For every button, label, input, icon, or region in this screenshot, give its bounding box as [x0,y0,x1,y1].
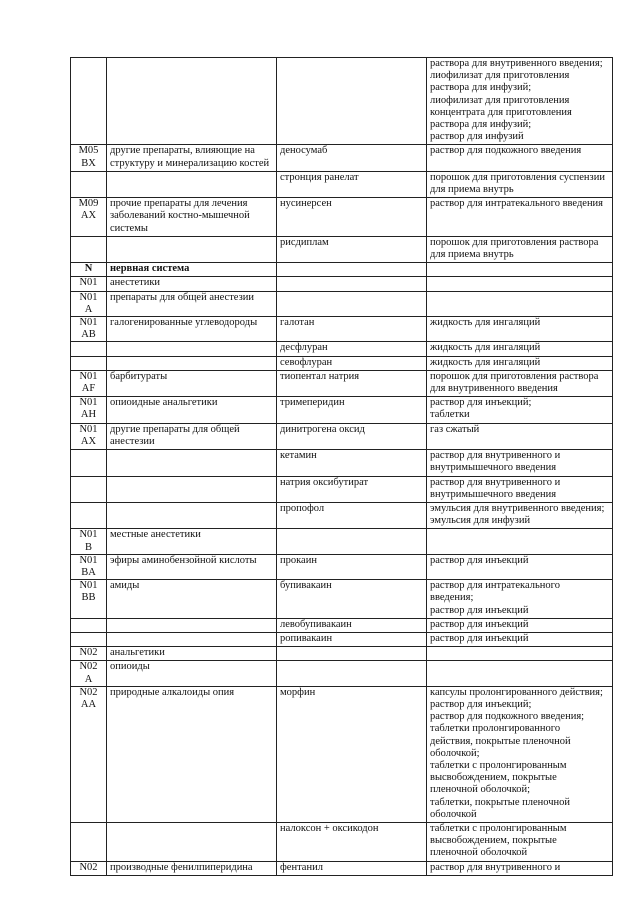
group-name: эфиры аминобензойной кислоты [110,554,257,566]
drug-name-cell [277,502,427,528]
atc-code-cell [71,423,107,449]
drug-name-cell [277,145,427,171]
atc-code-cell [71,198,107,237]
atc-code-cell [71,618,107,632]
group-name: анальгетики [110,647,165,659]
atc-code-cell [71,822,107,861]
table-row [71,58,613,145]
group-name: барбитураты [110,370,168,382]
table-row [71,236,613,262]
dosage-form-line: раствор для инфузий [430,131,524,143]
table-row [71,554,613,579]
drug-name-cell [277,58,427,145]
atc-code-cell [71,342,107,356]
group-name-cell [107,632,277,646]
group-name-cell [107,580,277,619]
dosage-form-line: порошок для приготовления раствора [430,236,599,248]
group-name-cell [107,317,277,342]
dosage-form-line: раствор для интратекального введения [430,198,604,210]
drug-name-cell [277,632,427,646]
drug-name-cell [277,342,427,356]
group-name-cell [107,58,277,145]
dosage-form-line: эмульсия для инфузий [430,515,531,527]
dosage-forms-cell [427,450,613,476]
dosage-form-line: таблетки с пролонгированным [430,759,567,771]
dosage-form-line: раствор для внутривенного и [430,450,561,462]
table-row [71,342,613,356]
group-name: природные алкалоиды опия [110,686,235,698]
drug-name-cell [277,370,427,396]
group-name-cell [107,423,277,449]
table-row [71,647,613,661]
group-name: прочие препараты для лечения заболеваний костно-мышечной системы [110,198,250,234]
dosage-form-line: внутримышечного введения [430,462,557,474]
dosage-forms-cell [427,686,613,822]
table-row [71,476,613,502]
drug-name-cell [277,686,427,822]
dosage-form-line: введения; [430,592,474,604]
group-name-cell [107,236,277,262]
drug-name-cell [277,397,427,423]
atc-code-cell [71,291,107,316]
drug-name: левобупивакаин [280,618,352,630]
drug-name: динитрогена оксид [280,423,365,435]
drug-name: морфин [280,686,316,698]
dosage-form-line: порошок для приготовления раствора [430,370,599,382]
drug-name: галотан [280,317,315,329]
table-row [71,450,613,476]
dosage-forms-cell [427,661,613,686]
drug-list-table [70,57,613,876]
dosage-form-line: раствор для инъекций [430,604,529,616]
dosage-forms-cell [427,291,613,316]
drug-name: тримеперидин [280,397,345,409]
atc-code: M05 BX [78,145,99,169]
drug-name: севофлуран [280,356,333,368]
drug-name-cell [277,317,427,342]
group-name-cell [107,529,277,554]
drug-name-cell [277,291,427,316]
group-name-cell [107,198,277,237]
group-name-cell [107,822,277,861]
table-row [71,529,613,554]
drug-name-cell [277,618,427,632]
drug-name: пропофол [280,502,325,514]
table-body [71,58,613,876]
document-page [70,57,612,876]
table-row [71,861,613,875]
dosage-form-line: раствор для подкожного введения; [430,711,585,723]
table-row [71,277,613,291]
atc-code: N01 [79,277,98,289]
atc-code: N [84,263,93,275]
dosage-form-line: для внутривенного введения [430,383,558,395]
dosage-forms-cell [427,861,613,875]
dosage-forms-cell [427,529,613,554]
dosage-form-line: раствор для инъекций; [430,397,532,409]
dosage-form-line: таблетки, покрытые пленочной [430,796,571,808]
drug-name-cell [277,661,427,686]
dosage-forms-cell [427,476,613,502]
dosage-form-line: жидкость для ингаляций [430,342,541,354]
atc-code-cell [71,476,107,502]
dosage-forms-cell [427,277,613,291]
dosage-form-line: раствор для интратекального [430,580,560,592]
group-name-cell [107,370,277,396]
table-row [71,686,613,822]
drug-name-cell [277,554,427,579]
table-row [71,580,613,619]
dosage-forms-cell [427,198,613,237]
drug-name-cell [277,647,427,661]
table-row [71,291,613,316]
dosage-form-line: оболочкой; [430,747,480,759]
atc-code-cell [71,661,107,686]
group-name: препараты для общей анестезии [110,291,254,303]
dosage-forms-cell [427,632,613,646]
dosage-form-line: раствор для внутривенного и [430,476,561,488]
group-name: галогенированные углеводороды [110,317,258,329]
dosage-form-line: жидкость для ингаляций [430,317,541,329]
group-name: другие препараты для общей анестезии [110,423,240,447]
drug-name: бупивакаин [280,580,332,592]
dosage-form-line: для приема внутрь [430,184,514,196]
dosage-forms-cell [427,580,613,619]
atc-code: N02 A [79,661,98,685]
atc-code-cell [71,263,107,277]
atc-code-cell [71,397,107,423]
dosage-form-line: пленочной оболочкой; [430,784,531,796]
atc-code: N01 AF [79,370,98,395]
atc-code-cell [71,171,107,197]
table-row [71,423,613,449]
atc-code: N01 A [79,291,98,315]
atc-code: N01 BB [79,580,98,604]
atc-code-cell [71,861,107,875]
group-name: производные фенилпиперидина [110,861,253,873]
table-row [71,661,613,686]
table-row [71,397,613,423]
dosage-forms-cell [427,554,613,579]
drug-name: натрия оксибутират [280,476,369,488]
drug-name-cell [277,198,427,237]
atc-code-cell [71,236,107,262]
dosage-forms-cell [427,397,613,423]
table-row [71,370,613,396]
drug-name: кетамин [280,450,317,462]
atc-code-cell [71,502,107,528]
drug-name: деносумаб [280,145,328,157]
dosage-form-line: пленочной оболочкой [430,847,528,859]
atc-code: N01 AH [79,397,98,421]
dosage-form-line: раствора для инфузий; [430,119,532,131]
drug-name: стронция ранелат [280,171,359,183]
group-name-cell [107,554,277,579]
group-name-cell [107,397,277,423]
dosage-form-line: раствор для инъекций [430,632,529,644]
dosage-form-line: эмульсия для внутривенного введения; [430,502,605,514]
dosage-form-line: раствор для инъекций [430,554,529,566]
group-name: нервная система [110,263,190,275]
dosage-form-line: порошок для приготовления суспензии [430,171,605,183]
group-name-cell [107,291,277,316]
drug-name-cell [277,263,427,277]
atc-code: N01 BA [79,554,98,578]
atc-code-cell [71,580,107,619]
drug-name-cell [277,423,427,449]
group-name: опиоиды [110,661,150,673]
atc-code-cell [71,554,107,579]
dosage-form-line: лиофилизат для приготовления [430,70,570,82]
group-name-cell [107,356,277,370]
drug-name-cell [277,171,427,197]
group-name-cell [107,342,277,356]
dosage-form-line: высвобождением, покрытые [430,835,557,847]
table-row [71,618,613,632]
atc-code: N01 B [79,529,98,553]
group-name-cell [107,171,277,197]
atc-code-cell [71,277,107,291]
table-row [71,198,613,237]
drug-name-cell [277,277,427,291]
dosage-form-line: раствор для инъекций; [430,698,532,710]
atc-code: N02 AA [79,686,98,710]
group-name: местные анестетики [110,529,201,541]
dosage-form-line: капсулы пролонгированного действия; [430,686,603,698]
drug-name: ропивакаин [280,632,333,644]
atc-code: N01 AB [79,317,98,341]
group-name-cell [107,618,277,632]
dosage-forms-cell [427,822,613,861]
atc-code-cell [71,450,107,476]
drug-name-cell [277,529,427,554]
dosage-form-line: концентрата для приготовления [430,106,572,118]
group-name: анестетики [110,277,161,289]
drug-name: налоксон + оксикодон [280,822,379,834]
drug-name: нусинерсен [280,198,332,210]
drug-name-cell [277,356,427,370]
dosage-form-line: раствор для инъекций [430,618,529,630]
dosage-form-line: раствор для подкожного введения [430,145,582,157]
atc-code: N02 [79,647,98,659]
group-name: амиды [110,580,140,592]
atc-code-cell [71,356,107,370]
dosage-forms-cell [427,263,613,277]
dosage-form-line: таблетки [430,409,470,421]
table-row [71,317,613,342]
dosage-forms-cell [427,342,613,356]
table-row [71,145,613,171]
group-name-cell [107,476,277,502]
atc-code-cell [71,647,107,661]
group-name-cell [107,686,277,822]
dosage-forms-cell [427,370,613,396]
atc-code-cell [71,632,107,646]
drug-name: тиопентал натрия [280,370,360,382]
dosage-form-line: лиофилизат для приготовления [430,94,570,106]
group-name-cell [107,661,277,686]
table-row [71,632,613,646]
drug-name: десфлуран [280,342,328,354]
dosage-form-line: газ сжатый [430,423,480,435]
dosage-forms-cell [427,502,613,528]
drug-name: рисдиплам [280,236,329,248]
drug-name-cell [277,580,427,619]
atc-code: N02 [79,861,98,873]
dosage-forms-cell [427,647,613,661]
group-name-cell [107,263,277,277]
dosage-forms-cell [427,145,613,171]
drug-name-cell [277,822,427,861]
atc-code-cell [71,58,107,145]
dosage-form-line: высвобождением, покрытые [430,772,557,784]
dosage-form-line: для приема внутрь [430,249,514,261]
atc-code-cell [71,529,107,554]
dosage-forms-cell [427,236,613,262]
table-row [71,171,613,197]
table-row [71,356,613,370]
dosage-form-line: оболочкой [430,808,477,820]
atc-code-cell [71,686,107,822]
dosage-forms-cell [427,423,613,449]
atc-code-cell [71,317,107,342]
dosage-forms-cell [427,58,613,145]
dosage-form-line: таблетки с пролонгированным [430,822,567,834]
table-row [71,263,613,277]
drug-name: фентанил [280,861,323,873]
dosage-forms-cell [427,171,613,197]
group-name-cell [107,861,277,875]
table-row [71,502,613,528]
dosage-forms-cell [427,618,613,632]
drug-name-cell [277,861,427,875]
atc-code-cell [71,145,107,171]
atc-code: M09 AX [78,198,99,222]
drug-name-cell [277,476,427,502]
table-row [71,822,613,861]
dosage-form-line: внутримышечного введения [430,488,557,500]
dosage-form-line: действия, покрытые пленочной [430,735,571,747]
drug-name-cell [277,450,427,476]
dosage-form-line: раствора для инфузий; [430,82,532,94]
dosage-form-line: раствор для внутривенного и [430,861,561,873]
group-name-cell [107,145,277,171]
dosage-forms-cell [427,317,613,342]
group-name-cell [107,277,277,291]
drug-name-cell [277,236,427,262]
atc-code: N01 AX [79,423,98,447]
group-name: другие препараты, влияющие на структуру и минерализацию костей [110,145,270,169]
group-name: опиоидные анальгетики [110,397,218,409]
dosage-form-line: таблетки пролонгированного [430,723,561,735]
atc-code-cell [71,370,107,396]
group-name-cell [107,450,277,476]
group-name-cell [107,502,277,528]
dosage-form-line: раствора для внутривенного введения; [430,58,603,69]
group-name-cell [107,647,277,661]
dosage-forms-cell [427,356,613,370]
dosage-form-line: жидкость для ингаляций [430,356,541,368]
drug-name: прокаин [280,554,317,566]
